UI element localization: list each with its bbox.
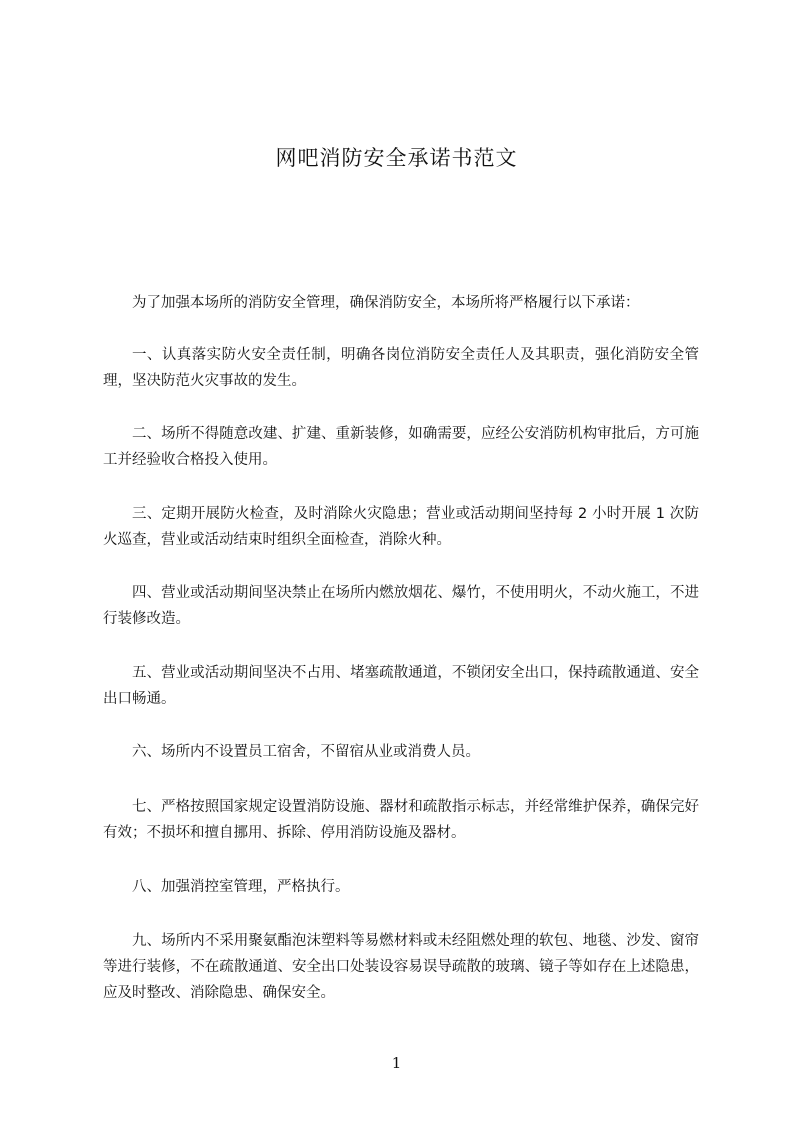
- intro-paragraph: 为了加强本场所的消防安全管理，确保消防安全，本场所将严格履行以下承诺：: [132, 295, 640, 311]
- item-5-paragraph: 五、营业或活动期间坚决不占用、堵塞疏散通道，不锁闭安全出口，保持疏散通道、安全出口畅通。: [103, 665, 699, 707]
- item-4-paragraph: 四、营业或活动期间坚决禁止在场所内燃放烟花、爆竹，不使用明火，不动火施工，不进行装修改造。: [103, 585, 699, 627]
- item-7-paragraph: 七、严格按照国家规定设置消防设施、器材和疏散指示标志，并经常维护保养，确保完好有效；不损坏和擅自挪用、拆除、停用消防设施及器材。: [103, 799, 699, 841]
- page-number: 1: [391, 1054, 402, 1072]
- item-2-paragraph: 二、场所不得随意改建、扩建、重新装修，如确需要，应经公安消防机构审批后，方可施工并经验收合格投入使用。: [103, 426, 699, 468]
- item-1-paragraph: 一、认真落实防火安全责任制，明确各岗位消防安全责任人及其职责，强化消防安全管理，坚决防范火灾事故的发生。: [103, 347, 699, 389]
- item-9-paragraph: 九、场所内不采用聚氨酯泡沫塑料等易燃材料或未经阻燃处理的软包、地毯、沙发、窗帘等进行装修，不在疏散通道、安全出口处装设容易误导疏散的玻璃、镜子等如存在上述隐患，应及时整改、消除隐患、确保安全。: [103, 933, 699, 1001]
- item-3-paragraph: 三、定期开展防火检查，及时消除火灾隐患；营业或活动期间坚持每 2 小时开展 1 次防火巡查，营业或活动结束时组织全面检查，消除火种。: [103, 506, 699, 548]
- item-8-paragraph: 八、加强消控室管理，严格执行。: [132, 879, 350, 895]
- document-title: 网吧消防安全承诺书范文: [275, 146, 518, 170]
- item-6-paragraph: 六、场所内不设置员工宿舍，不留宿从业或消费人员。: [132, 744, 480, 760]
